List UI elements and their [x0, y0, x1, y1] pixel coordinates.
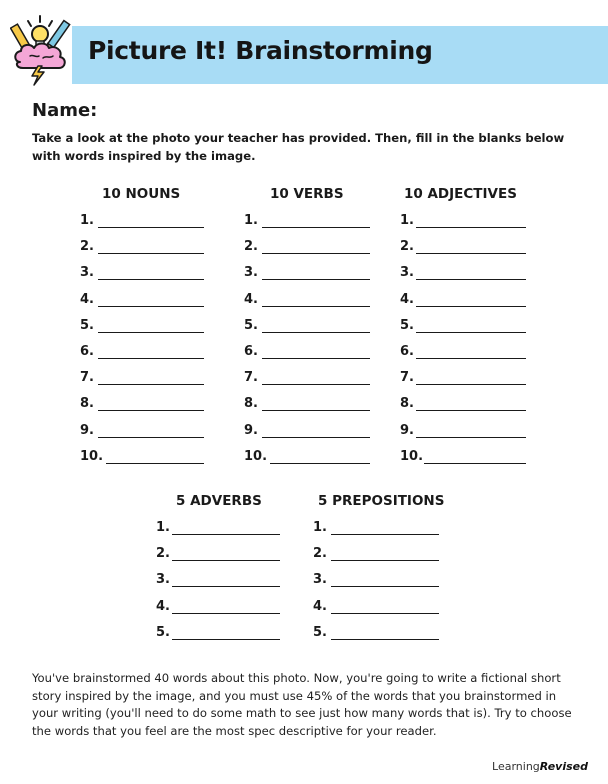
answer-blank[interactable]	[98, 384, 204, 385]
answer-blank[interactable]	[98, 437, 204, 438]
row-number: 3.	[244, 265, 258, 281]
brand-part-revised: Revised	[539, 760, 588, 773]
row-number: 3.	[313, 572, 327, 588]
answer-blank[interactable]	[331, 613, 439, 614]
row-number: 7.	[244, 370, 258, 386]
answer-blank[interactable]	[416, 332, 526, 333]
closing-paragraph: You've brainstormed 40 words about this photo. Now, you're going to write a fictional short story inspired by the image, and you must use 45% of the words that you brainstormed in your writing (you'll need to do some math to see just how many words that is). Try to choose the words that you feel are the most spec descriptive for your reader.	[32, 671, 572, 738]
row-number: 4.	[400, 291, 414, 307]
row-number: 10.	[80, 448, 104, 464]
answer-blank[interactable]	[98, 306, 204, 307]
row-number: 10.	[244, 448, 268, 464]
row-number: 8.	[244, 396, 258, 412]
row-number: 5.	[244, 317, 258, 333]
answer-blank[interactable]	[262, 437, 370, 438]
page-title: Picture It! Brainstorming	[88, 36, 433, 65]
answer-blank[interactable]	[98, 358, 204, 359]
row-number: 9.	[400, 422, 414, 438]
row-number: 9.	[244, 422, 258, 438]
answer-blank[interactable]	[262, 384, 370, 385]
row-number: 8.	[400, 396, 414, 412]
answer-blank[interactable]	[98, 279, 204, 280]
row-number: 1.	[156, 520, 170, 535]
verbs-heading: 10 VERBS	[270, 186, 344, 202]
row-number: 5.	[400, 317, 414, 333]
answer-blank[interactable]	[416, 227, 526, 228]
answer-blank[interactable]	[98, 332, 204, 333]
row-number: 6.	[80, 344, 94, 359]
nouns-heading: 10 NOUNS	[102, 186, 181, 202]
row-number: 2.	[313, 546, 327, 562]
row-number: 3.	[80, 265, 94, 281]
name-label: Name:	[32, 100, 98, 121]
row-number: 1.	[313, 520, 327, 535]
answer-blank[interactable]	[172, 613, 280, 614]
answer-blank[interactable]	[172, 586, 280, 587]
answer-blank[interactable]	[416, 437, 526, 438]
row-number: 5.	[80, 317, 94, 333]
row-number: 7.	[80, 370, 94, 386]
row-number: 4.	[313, 598, 327, 614]
prepositions-heading: 5 PREPOSITIONS	[318, 493, 445, 509]
row-number: 10.	[400, 448, 424, 464]
answer-blank[interactable]	[262, 306, 370, 307]
answer-blank[interactable]	[98, 410, 204, 411]
answer-blank[interactable]	[262, 253, 370, 254]
brand-logo	[492, 760, 588, 773]
answer-blank[interactable]	[270, 463, 370, 464]
answer-blank[interactable]	[172, 639, 280, 640]
answer-blank[interactable]	[172, 560, 280, 561]
answer-blank[interactable]	[416, 279, 526, 280]
row-number: 2.	[156, 546, 170, 562]
adjectives-heading: 10 ADJECTIVES	[404, 186, 517, 202]
answer-blank[interactable]	[331, 586, 439, 587]
answer-blank[interactable]	[416, 410, 526, 411]
answer-blank[interactable]	[416, 384, 526, 385]
row-number: 2.	[400, 239, 414, 255]
answer-blank[interactable]	[262, 279, 370, 280]
answer-blank[interactable]	[416, 306, 526, 307]
row-number: 9.	[80, 422, 94, 438]
brand-part-learning: Learning	[492, 760, 540, 773]
row-number: 8.	[80, 396, 94, 412]
row-number: 7.	[400, 370, 414, 386]
answer-blank[interactable]	[106, 463, 204, 464]
row-number: 5.	[156, 624, 170, 640]
row-number: 3.	[400, 265, 414, 281]
row-number: 4.	[80, 291, 94, 307]
answer-blank[interactable]	[262, 332, 370, 333]
answer-blank[interactable]	[262, 227, 370, 228]
adverbs-heading: 5 ADVERBS	[176, 493, 262, 509]
row-number: 3.	[156, 572, 170, 588]
row-number: 4.	[244, 291, 258, 307]
answer-blank[interactable]	[331, 560, 439, 561]
answer-blank[interactable]	[416, 253, 526, 254]
row-number: 5.	[313, 624, 327, 640]
row-number: 4.	[156, 598, 170, 614]
answer-blank[interactable]	[98, 253, 204, 254]
answer-blank[interactable]	[416, 358, 526, 359]
answer-blank[interactable]	[262, 358, 370, 359]
row-number: 1.	[80, 213, 94, 228]
row-number: 1.	[244, 213, 258, 228]
row-number: 1.	[400, 213, 414, 228]
answer-blank[interactable]	[331, 639, 439, 640]
row-number: 2.	[80, 239, 94, 255]
answer-blank[interactable]	[424, 463, 526, 464]
row-number: 2.	[244, 239, 258, 255]
row-number: 6.	[400, 344, 414, 359]
instructions-text: Take a look at the photo your teacher has provided. Then, fill in the blanks below with words inspired by the image.	[32, 131, 565, 163]
answer-blank[interactable]	[331, 534, 439, 535]
answer-blank[interactable]	[98, 227, 204, 228]
answer-blank[interactable]	[172, 534, 280, 535]
row-number: 6.	[244, 344, 258, 359]
brain-cloud-logo-icon	[10, 14, 72, 86]
answer-blank[interactable]	[262, 410, 370, 411]
